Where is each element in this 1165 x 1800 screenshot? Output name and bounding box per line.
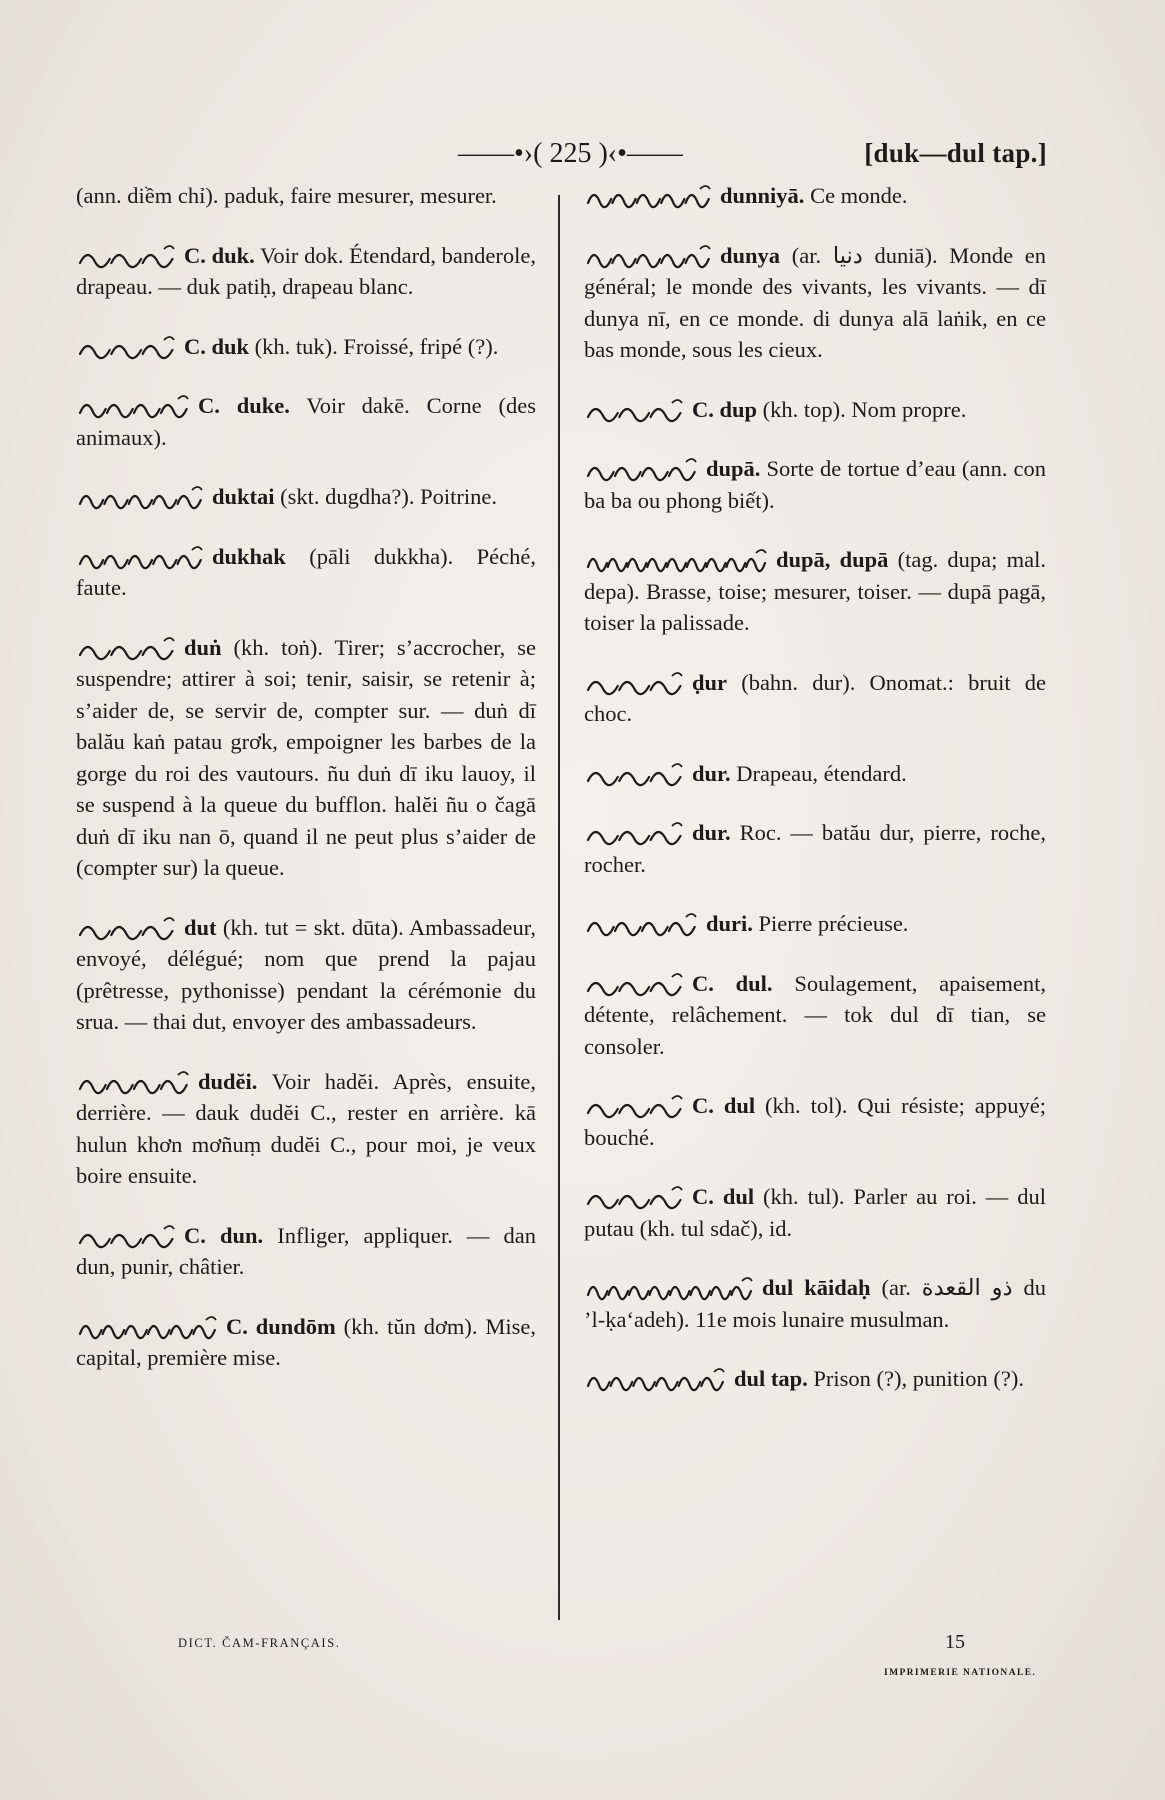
dictionary-entry xyxy=(584,1363,1046,1395)
dictionary-entry xyxy=(584,758,1046,790)
cham-script-glyphs xyxy=(76,542,206,572)
dictionary-entry xyxy=(76,541,536,604)
entry-definition: (ar. ذو القعدة du ’l-ḳa‘adeh). 11e mois lunaire musulman. xyxy=(584,1275,1047,1332)
entry-definition: (tag. dupa; mal. depa). Brasse, toise; mesurer, toiser. — dupā pagā, toiser la palissade. xyxy=(584,547,1046,635)
dictionary-entry xyxy=(584,240,1046,366)
dictionary-entry xyxy=(76,912,536,1038)
cham-script-glyphs xyxy=(584,1364,728,1394)
dictionary-entry xyxy=(76,1066,536,1192)
dictionary-entry xyxy=(76,1311,536,1374)
entry-headword: dur. xyxy=(692,820,731,845)
entry-definition: Voir dakē. Corne (des animaux). xyxy=(76,393,536,450)
dictionary-entry xyxy=(584,667,1046,730)
entry-definition: (skt. dugdha?). Poitrine. xyxy=(280,484,498,509)
entry-definition: (kh. tul). Parler au roi. — dul putau (kh. tul sdač), id. xyxy=(584,1184,1047,1241)
entry-definition: Sorte de tortue d’eau (ann. con ba ba ou phong biết). xyxy=(584,456,1047,513)
dictionary-entry xyxy=(584,908,1046,940)
cham-script-glyphs xyxy=(584,545,770,575)
dictionary-entry xyxy=(584,968,1046,1063)
cham-script-glyphs xyxy=(584,395,686,425)
entry-headword: duṅ xyxy=(184,634,222,660)
dictionary-entry xyxy=(584,1090,1046,1153)
entry-definition: Infliger, appliquer. — dan dun, punir, châtier. xyxy=(76,1222,537,1279)
cham-script-glyphs xyxy=(584,1182,686,1212)
cham-script-glyphs xyxy=(584,454,700,484)
entry-headword: duktai xyxy=(212,484,275,509)
entry-definition: Soulagement, apaisement, détente, relâchement. — tok dul dī tian, se consoler. xyxy=(584,970,1047,1059)
entry-definition: Voir hadĕi. Après, ensuite, derrière. — dauk dudĕi C., rester en arrière. kā hulun khơn mơñuṃ dudĕi C., pour moi, je veux boire ensuite. xyxy=(76,1068,537,1188)
cham-script-glyphs xyxy=(584,969,686,999)
cham-script-glyphs xyxy=(584,241,714,271)
left-column xyxy=(76,180,536,1402)
page-number: ——•›( 225 )‹•—— xyxy=(458,138,683,169)
dictionary-entry xyxy=(584,394,1046,426)
entry-definition: (pāli dukkha). Péché, faute. xyxy=(76,543,537,600)
cham-script-glyphs xyxy=(76,332,178,362)
cham-script-glyphs xyxy=(76,1067,192,1097)
dictionary-entry xyxy=(76,632,536,884)
entry-headword: C. dul. xyxy=(692,970,773,996)
entry-definition: (ann. diềm chỉ). paduk, faire mesurer, mesurer. xyxy=(76,183,497,208)
entry-definition: (kh. toṅ). Tirer; s’accrocher, se suspendre; attirer à soi; tenir, saisir, se retenir à; s’aider de, se servir de, compter sur. — duṅ dī balău kaṅ patau grơk, empoigner les barbes de la gorge du roi des vautours. ñu duṅ dī iku lauoy, il se suspend à la queue du bufflon. halĕi ñu o čagā duṅ dī iku nan ō, quand il ne peut plus s’aider de (compter sur) la queue. xyxy=(76,634,536,880)
cham-script-glyphs xyxy=(76,241,178,271)
entry-headword: dut xyxy=(184,914,217,940)
dictionary-entry xyxy=(76,390,536,453)
cham-script-glyphs xyxy=(584,759,686,789)
dictionary-entry xyxy=(76,481,536,513)
entry-definition: (kh. tŭn dơm). Mise, capital, première mise. xyxy=(76,1313,537,1370)
guide-words: [duk—dul tap.] xyxy=(864,138,1047,168)
cham-script-glyphs xyxy=(76,482,206,512)
entry-definition: (bahn. dur). Onomat.: bruit de choc. xyxy=(584,669,1047,726)
entry-headword: dudĕi. xyxy=(198,1068,258,1094)
entry-definition: Prison (?), punition (?). xyxy=(813,1366,1025,1391)
cham-script-glyphs xyxy=(76,633,178,663)
entry-headword: C. dul xyxy=(692,1184,755,1209)
dictionary-entry xyxy=(76,180,536,212)
entry-definition: (kh. tol). Qui résiste; appuyé; bouché. xyxy=(584,1093,1047,1150)
entry-headword: C. duk. xyxy=(184,242,255,268)
entry-headword: C. duk xyxy=(184,333,250,359)
cham-script-glyphs xyxy=(584,818,686,848)
cham-script-glyphs xyxy=(584,1091,686,1121)
entry-definition: Drapeau, étendard. xyxy=(736,760,907,786)
dictionary-entry xyxy=(76,1220,536,1283)
entry-definition: Roc. — batău dur, pierre, roche, rocher. xyxy=(584,820,1046,877)
entry-headword: C. duke. xyxy=(198,393,290,418)
dictionary-entry xyxy=(584,453,1046,516)
entry-definition: (ar. دنيا duniā). Monde en général; le monde des vivants, les vivants. — dī dunya nī, en ce monde. di dunya alā laṅik, en ce bas monde, sous les cieux. xyxy=(584,242,1047,362)
column-divider xyxy=(558,195,560,1620)
dictionary-entry xyxy=(584,1272,1046,1335)
entry-definition: Voir dok. Étendard, banderole, drapeau. — duk patiḥ, drapeau blanc. xyxy=(76,242,536,299)
cham-script-glyphs xyxy=(584,1273,756,1303)
entry-headword: dul tap. xyxy=(734,1366,808,1391)
entry-headword: dunniyā. xyxy=(720,183,805,208)
dictionary-entry xyxy=(584,817,1046,880)
entry-definition: (kh. tuk). Froissé, fripé (?). xyxy=(254,333,499,359)
dictionary-entry xyxy=(584,544,1046,639)
entry-definition: Ce monde. xyxy=(810,183,908,208)
entry-headword: duri. xyxy=(706,911,753,936)
entry-headword: dupā, dupā xyxy=(776,547,889,572)
printer-imprint: IMPRIMERIE NATIONALE. xyxy=(884,1668,1037,1678)
dictionary-entry xyxy=(584,180,1046,212)
entry-headword: C. dul xyxy=(692,1093,756,1118)
cham-script-glyphs xyxy=(76,391,192,421)
entry-headword: ḍur xyxy=(692,669,728,695)
entry-headword: C. dup xyxy=(692,396,758,422)
entry-headword: dukhak xyxy=(212,543,286,569)
entry-definition: (kh. top). Nom propre. xyxy=(762,396,967,422)
entry-headword: C. dun. xyxy=(184,1222,264,1248)
entry-definition: Pierre précieuse. xyxy=(758,911,909,936)
cham-script-glyphs xyxy=(584,181,714,211)
signature-mark: 15 xyxy=(945,1631,965,1653)
dictionary-entry xyxy=(76,331,536,363)
cham-script-glyphs xyxy=(76,1312,220,1342)
cham-script-glyphs xyxy=(76,913,178,943)
entry-headword: dunya xyxy=(720,242,781,268)
cham-script-glyphs xyxy=(584,668,686,698)
right-column xyxy=(584,180,1046,1423)
footer-left: DICT. ČAM-FRANÇAIS. xyxy=(178,1636,341,1650)
entry-headword: dupā. xyxy=(706,456,761,481)
dictionary-entry xyxy=(584,1181,1046,1244)
entry-headword: dur. xyxy=(692,760,731,786)
cham-script-glyphs xyxy=(584,909,700,939)
entry-headword: C. dundōm xyxy=(226,1313,336,1339)
dictionary-entry xyxy=(76,240,536,303)
cham-script-glyphs xyxy=(76,1221,178,1251)
entry-headword: dul kāidaḥ xyxy=(762,1275,871,1300)
entry-definition: (kh. tut = skt. dūta). Ambassadeur, envoyé, délégué; nom que prend la pajau (prêtresse, pythonisse) pendant la cérémonie du srua. — thai dut, envoyer des ambassadeurs. xyxy=(76,914,537,1034)
